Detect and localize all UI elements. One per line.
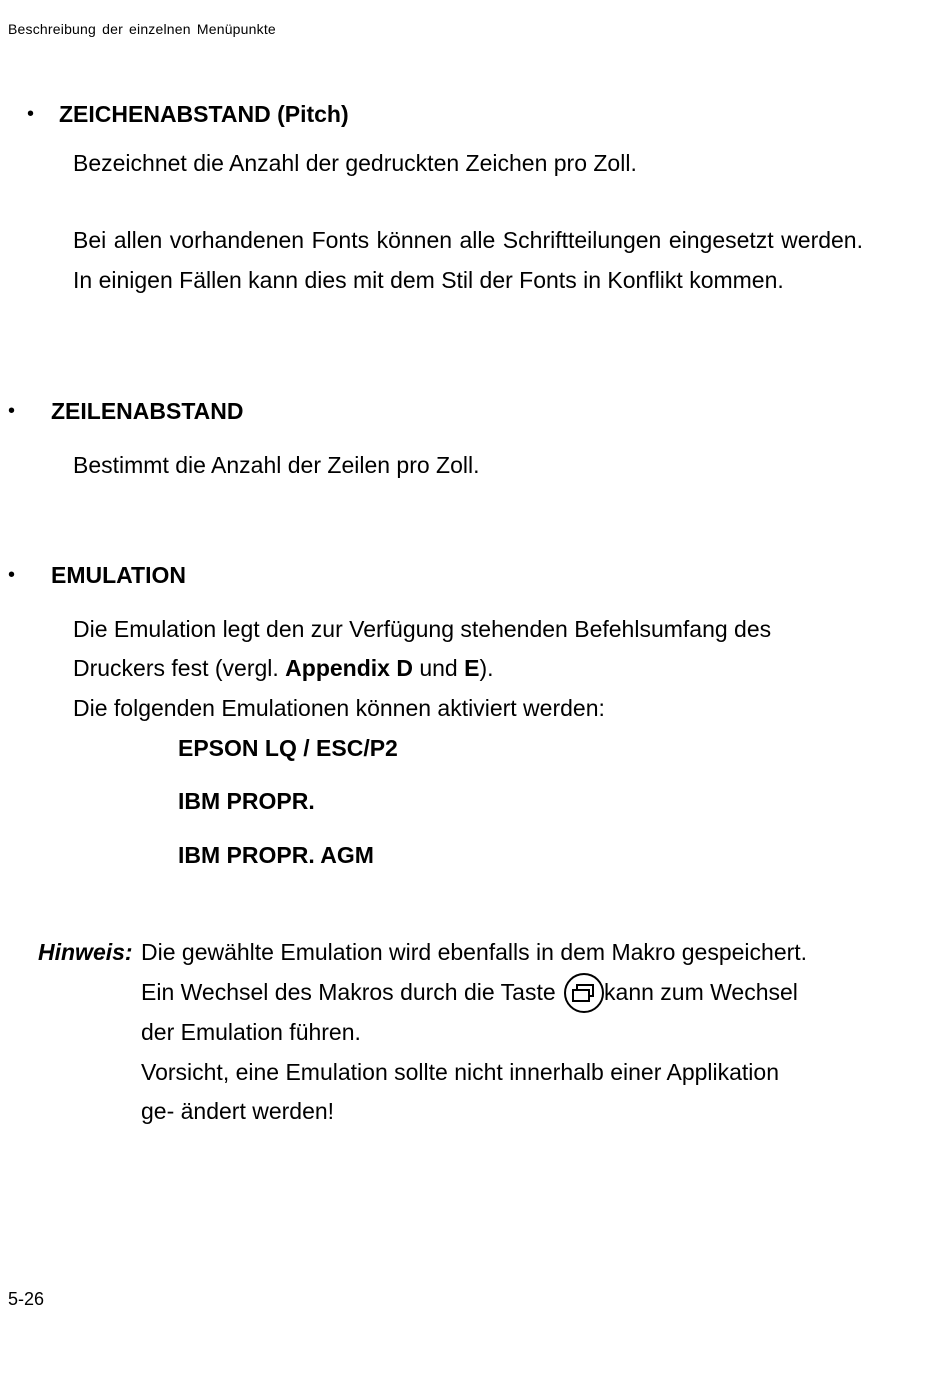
page-header: Beschreibung der einzelnen Menüpunkte bbox=[8, 21, 276, 37]
note-label: Hinweis: bbox=[38, 939, 133, 965]
appendix-d-reference: Appendix D bbox=[285, 655, 413, 681]
emulation-option-epson: EPSON LQ / ESC/P2 bbox=[178, 735, 398, 761]
note-line4: Vorsicht, eine Emulation sollte nicht innerhalb einer Applikation bbox=[141, 1059, 779, 1085]
page-number: 5-26 bbox=[8, 1289, 45, 1309]
emulation-description-line3: Die folgenden Emulationen können aktiviert werden: bbox=[73, 695, 605, 721]
emulation-option-ibm-propr: IBM PROPR. bbox=[178, 788, 315, 814]
macro-key-icon bbox=[564, 973, 604, 1013]
text-segment: und bbox=[412, 655, 465, 681]
bullet-icon: • bbox=[8, 400, 16, 422]
emulation-description-line2 bbox=[73, 648, 494, 688]
text-segment: ). bbox=[479, 655, 494, 681]
section-title-pitch: ZEICHENABSTAND (Pitch) bbox=[59, 101, 349, 127]
section-title-emulation: EMULATION bbox=[51, 562, 187, 588]
emulation-option-ibm-propr-agm: IBM PROPR. AGM bbox=[178, 842, 374, 868]
note-line1: Die gewählte Emulation wird ebenfalls in dem Makro gespeichert. bbox=[141, 939, 808, 965]
bullet-icon: • bbox=[27, 103, 35, 125]
bullet-icon: • bbox=[8, 564, 16, 586]
section-title-line-spacing: ZEILENABSTAND bbox=[51, 398, 244, 424]
text-segment: kann zum Wechsel bbox=[604, 979, 798, 1005]
emulation-description-line1: Die Emulation legt den zur Verfügung stehenden Befehlsumfang des bbox=[73, 616, 772, 642]
appendix-e-reference: E bbox=[464, 655, 480, 681]
line-spacing-description: Bestimmt die Anzahl der Zeilen pro Zoll. bbox=[73, 452, 480, 478]
text-segment: Druckers fest (vergl. bbox=[73, 655, 286, 681]
pitch-note-paragraph: Bei allen vorhandenen Fonts können alle Schriftteilungen eingesetzt werden. In einigen Fällen kann dies mit dem Stil der Fonts in Konflikt kommen. bbox=[73, 227, 863, 293]
pitch-description: Bezeichnet die Anzahl der gedruckten Zeichen pro Zoll. bbox=[73, 150, 637, 176]
note-line2 bbox=[141, 972, 798, 1012]
text-segment: Ein Wechsel des Makros durch die Taste bbox=[141, 979, 563, 1005]
note-line3: der Emulation führen. bbox=[141, 1019, 361, 1045]
note-line5: ge- ändert werden! bbox=[141, 1098, 335, 1124]
